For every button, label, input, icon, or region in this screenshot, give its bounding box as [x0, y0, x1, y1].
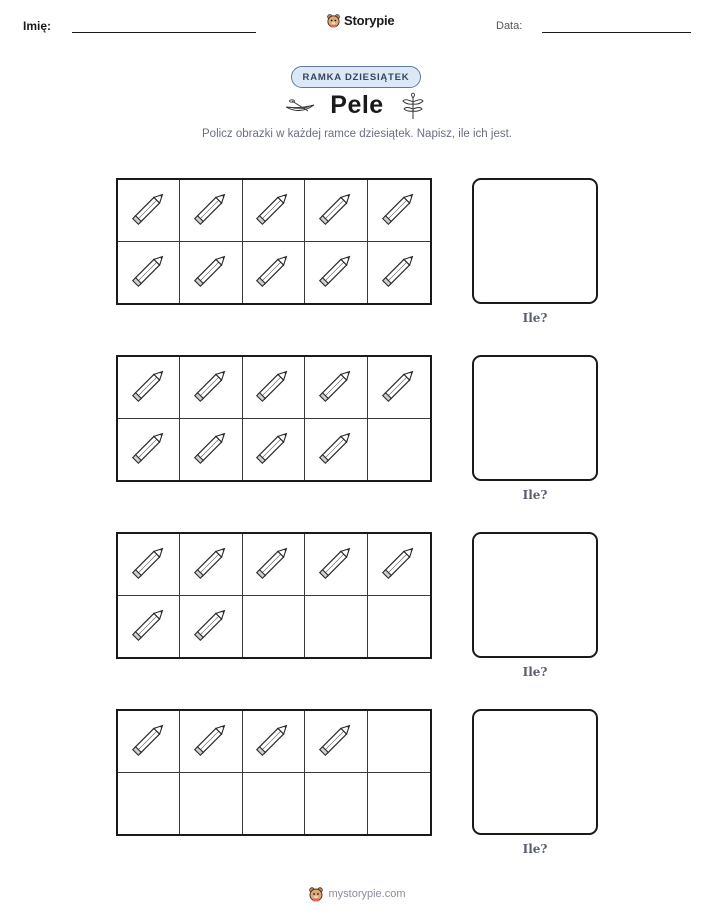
answer-label-1: Ile?	[522, 311, 548, 325]
date-line	[542, 32, 691, 33]
pencil-icon	[190, 426, 232, 473]
frame-cell	[118, 534, 180, 596]
frame-cell	[180, 534, 242, 596]
date-label: Data:	[496, 20, 523, 32]
frame-cell	[118, 419, 180, 481]
frame-cell	[368, 596, 430, 658]
pencil-icon	[315, 541, 357, 588]
answer-box-1[interactable]	[472, 178, 598, 304]
pencil-icon	[315, 187, 357, 234]
frame-cell	[118, 711, 180, 773]
brand-name: Storypie	[344, 13, 395, 28]
answer-box-3[interactable]	[472, 532, 598, 658]
frame-cell	[243, 180, 305, 242]
bear-mascot-icon	[308, 886, 324, 902]
answer-label-2: Ile?	[522, 488, 548, 502]
brand-logo	[326, 13, 394, 28]
pencil-icon	[190, 541, 232, 588]
frame-cell	[368, 180, 430, 242]
frame-cell	[368, 711, 430, 773]
frame-cell	[305, 773, 367, 835]
frame-cell	[180, 419, 242, 481]
pencil-icon	[315, 426, 357, 473]
pencil-icon	[252, 718, 294, 765]
pencil-icon	[315, 364, 357, 411]
frame-cell	[368, 242, 430, 304]
frame-cell	[305, 596, 367, 658]
frame-cell	[368, 357, 430, 419]
pencil-icon	[378, 187, 420, 234]
frame-cell	[180, 711, 242, 773]
pencil-icon	[378, 364, 420, 411]
pencil-icon	[315, 249, 357, 296]
pencil-icon	[128, 187, 170, 234]
frame-cell	[118, 773, 180, 835]
frame-cell	[118, 242, 180, 304]
pencil-icon	[378, 541, 420, 588]
footer-url: mystorypie.com	[328, 888, 406, 900]
pencil-icon	[378, 249, 420, 296]
pencil-icon	[128, 541, 170, 588]
pencil-icon	[252, 364, 294, 411]
frame-cell	[118, 596, 180, 658]
answer-label-4: Ile?	[522, 842, 548, 856]
pencil-icon	[190, 603, 232, 650]
page-title: Pele	[330, 91, 384, 119]
ten-frame-2	[116, 355, 432, 482]
pencil-icon	[315, 718, 357, 765]
pencil-icon	[190, 718, 232, 765]
frame-cell	[368, 534, 430, 596]
frame-cell	[305, 534, 367, 596]
pencil-icon	[190, 249, 232, 296]
frame-cell	[243, 596, 305, 658]
ten-frame-3	[116, 532, 432, 659]
frame-cell	[305, 242, 367, 304]
pencil-icon	[190, 187, 232, 234]
pencil-icon	[252, 541, 294, 588]
bear-mascot-icon	[326, 13, 341, 28]
frame-cell	[368, 419, 430, 481]
pencil-icon	[128, 718, 170, 765]
answer-box-2[interactable]	[472, 355, 598, 481]
frame-cell	[180, 357, 242, 419]
frame-cell	[243, 242, 305, 304]
frame-cell	[118, 357, 180, 419]
frame-cell	[243, 357, 305, 419]
frame-cell	[243, 534, 305, 596]
frame-cell	[243, 419, 305, 481]
frame-cell	[243, 711, 305, 773]
ten-frame-4	[116, 709, 432, 836]
pencil-icon	[128, 249, 170, 296]
frame-cell	[180, 242, 242, 304]
frame-cell	[118, 180, 180, 242]
pencil-icon	[252, 187, 294, 234]
badge-label: RAMKA DZIESIĄTEK	[302, 71, 410, 83]
answer-label-3: Ile?	[522, 665, 548, 679]
frame-cell	[180, 180, 242, 242]
pencil-icon	[128, 603, 170, 650]
pencil-icon	[128, 364, 170, 411]
pencil-icon	[190, 364, 232, 411]
frame-cell	[305, 711, 367, 773]
footer	[0, 886, 714, 902]
pencil-icon	[128, 426, 170, 473]
worksheet-type-badge	[291, 66, 421, 88]
frame-cell	[305, 419, 367, 481]
pencil-icon	[252, 426, 294, 473]
frame-cell	[305, 357, 367, 419]
sprout-icon	[401, 92, 425, 120]
frame-cell	[180, 773, 242, 835]
frame-cell	[243, 773, 305, 835]
name-line	[72, 32, 256, 33]
frame-cell	[180, 596, 242, 658]
answer-box-4[interactable]	[472, 709, 598, 835]
name-label: Imię:	[23, 19, 52, 33]
instructions: Policz obrazki w każdej ramce dziesiątek. Napisz, ile ich jest.	[202, 128, 512, 140]
pencil-icon	[252, 249, 294, 296]
frame-cell	[368, 773, 430, 835]
ten-frame-1	[116, 178, 432, 305]
frame-cell	[305, 180, 367, 242]
